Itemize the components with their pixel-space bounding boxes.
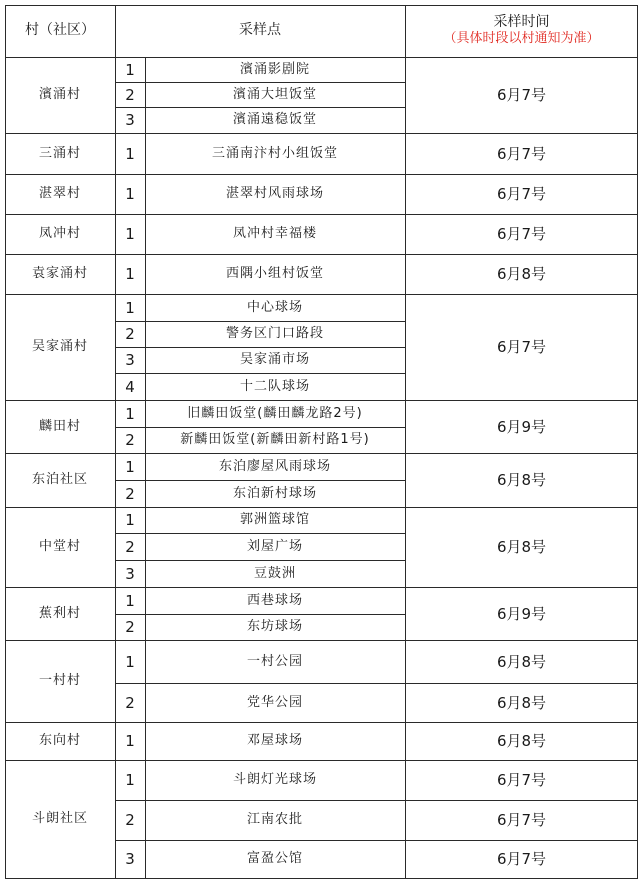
date-cell: 6月9号 (496, 417, 547, 436)
village-cell: 一村村 (38, 673, 81, 689)
village-cell: 麟田村 (38, 418, 81, 434)
table-rule (5, 294, 638, 295)
header-village: 村（社区） (25, 21, 95, 38)
table-rule (5, 57, 638, 58)
table-rule (5, 5, 6, 878)
site-number: 1 (125, 265, 135, 283)
village-cell: 东泊社区 (31, 472, 88, 488)
site-name: 富盈公馆 (246, 851, 303, 867)
site-name: 十二队球场 (239, 378, 310, 394)
site-name: 邓屋球场 (246, 733, 303, 749)
site-name: 江南农批 (246, 812, 303, 828)
village-cell: 蕉利村 (38, 605, 81, 621)
date-cell: 6月7号 (496, 338, 547, 356)
table-rule (405, 5, 406, 878)
site-number: 1 (125, 591, 135, 610)
table-rule (5, 640, 638, 641)
village-cell: 凤冲村 (38, 226, 81, 242)
table-rule (115, 840, 405, 841)
table-rule (405, 683, 638, 684)
table-rule (405, 840, 638, 841)
site-number: 2 (125, 85, 135, 104)
table-rule (115, 614, 405, 615)
site-number: 2 (125, 618, 135, 636)
site-number: 1 (125, 652, 135, 671)
site-name: 豆鼓洲 (253, 565, 296, 581)
site-number: 1 (125, 60, 135, 79)
table-rule (5, 174, 638, 175)
date-cell: 6月7号 (496, 144, 547, 163)
table-rule (115, 5, 116, 878)
table-rule (5, 587, 638, 588)
site-number: 2 (125, 325, 135, 343)
table-rule (5, 254, 638, 255)
site-number: 3 (125, 351, 135, 369)
site-name: 党华公园 (246, 694, 303, 710)
site-name: 湛翠村风雨球场 (225, 186, 324, 202)
table-rule (5, 760, 638, 761)
site-number: 2 (125, 537, 135, 556)
village-cell: 湛翠村 (38, 186, 81, 202)
site-name: 郭洲篮球馆 (239, 512, 310, 528)
header-site: 采样点 (239, 21, 281, 38)
table-rule (115, 533, 405, 534)
table-rule (115, 82, 405, 83)
date-cell: 6月7号 (496, 185, 547, 203)
header-time-title: 采样时间 (493, 13, 550, 30)
village-cell: 东向村 (38, 733, 81, 749)
site-name: 刘屋广场 (246, 538, 303, 554)
header-time (405, 5, 638, 55)
table-rule (115, 427, 405, 428)
table-rule (115, 321, 405, 322)
site-number: 3 (125, 850, 135, 868)
date-cell: 6月8号 (496, 693, 547, 712)
site-name: 西巷球场 (246, 592, 303, 608)
site-name: 东泊廖屋风雨球场 (218, 458, 331, 474)
site-name: 警务区门口路段 (225, 326, 324, 342)
site-name: 西隅小组村饭堂 (225, 266, 324, 282)
date-cell: 6月8号 (496, 471, 547, 489)
site-number: 4 (125, 377, 135, 396)
table-rule (5, 722, 638, 723)
site-name: 旧麟田饭堂(麟田麟龙路2号) (187, 405, 363, 421)
site-name: 一村公园 (246, 653, 303, 669)
table-rule (5, 453, 638, 454)
site-name: 濱涌大坦饭堂 (232, 86, 317, 102)
date-cell: 6月8号 (496, 732, 547, 750)
site-number: 2 (125, 431, 135, 449)
site-name: 濱涌遠稳饭堂 (232, 112, 317, 128)
table-rule (5, 133, 638, 134)
table-rule (637, 5, 638, 878)
table-rule (5, 507, 638, 508)
site-number: 1 (125, 404, 135, 423)
table-rule (115, 480, 405, 481)
village-cell: 吴家涌村 (31, 339, 88, 355)
table-rule (145, 57, 146, 878)
village-cell: 袁家涌村 (31, 266, 88, 282)
table-rule (405, 800, 638, 801)
site-number: 2 (125, 811, 135, 829)
table-rule (5, 5, 638, 6)
table-rule (5, 400, 638, 401)
site-name: 东泊新村球场 (232, 485, 317, 501)
site-number: 1 (125, 771, 135, 789)
site-name: 东坊球场 (246, 619, 303, 635)
date-cell: 6月8号 (496, 265, 547, 283)
date-cell: 6月7号 (496, 811, 547, 829)
table-rule (115, 107, 405, 108)
date-cell: 6月7号 (496, 225, 547, 243)
site-name: 三涌南汴村小组饭堂 (211, 145, 338, 161)
date-cell: 6月7号 (496, 771, 547, 789)
site-name: 濱涌影剧院 (239, 61, 310, 77)
table-rule (115, 800, 405, 801)
site-name: 斗朗灯光球场 (232, 772, 317, 788)
site-number: 1 (125, 185, 135, 203)
site-number: 1 (125, 732, 135, 750)
date-cell: 6月7号 (496, 850, 547, 868)
site-name: 凤冲村幸福楼 (232, 226, 317, 242)
site-number: 1 (125, 511, 135, 529)
village-cell: 中堂村 (38, 539, 81, 555)
site-name: 中心球场 (246, 299, 303, 315)
site-number: 2 (125, 484, 135, 503)
date-cell: 6月9号 (496, 604, 547, 623)
village-cell: 三涌村 (38, 145, 81, 161)
date-cell: 6月7号 (496, 86, 547, 104)
village-cell: 濱涌村 (38, 87, 81, 103)
table-rule (115, 347, 405, 348)
date-cell: 6月8号 (496, 652, 547, 671)
table-rule (115, 683, 405, 684)
site-number: 1 (125, 144, 135, 163)
village-cell: 斗朗社区 (31, 811, 88, 827)
table-rule (115, 560, 405, 561)
site-name: 新麟田饭堂(新麟田新村路1号) (180, 432, 370, 448)
site-number: 1 (125, 298, 135, 317)
site-number: 2 (125, 693, 135, 712)
date-cell: 6月8号 (496, 538, 547, 556)
site-name: 吴家涌市场 (239, 352, 310, 368)
site-number: 1 (125, 225, 135, 243)
table-rule (5, 214, 638, 215)
table-rule (115, 373, 405, 374)
header-time-note: （具体时段以村通知为准） (443, 30, 600, 46)
site-number: 1 (125, 457, 135, 476)
site-number: 3 (125, 111, 135, 129)
site-number: 3 (125, 564, 135, 583)
table-rule (5, 878, 638, 879)
